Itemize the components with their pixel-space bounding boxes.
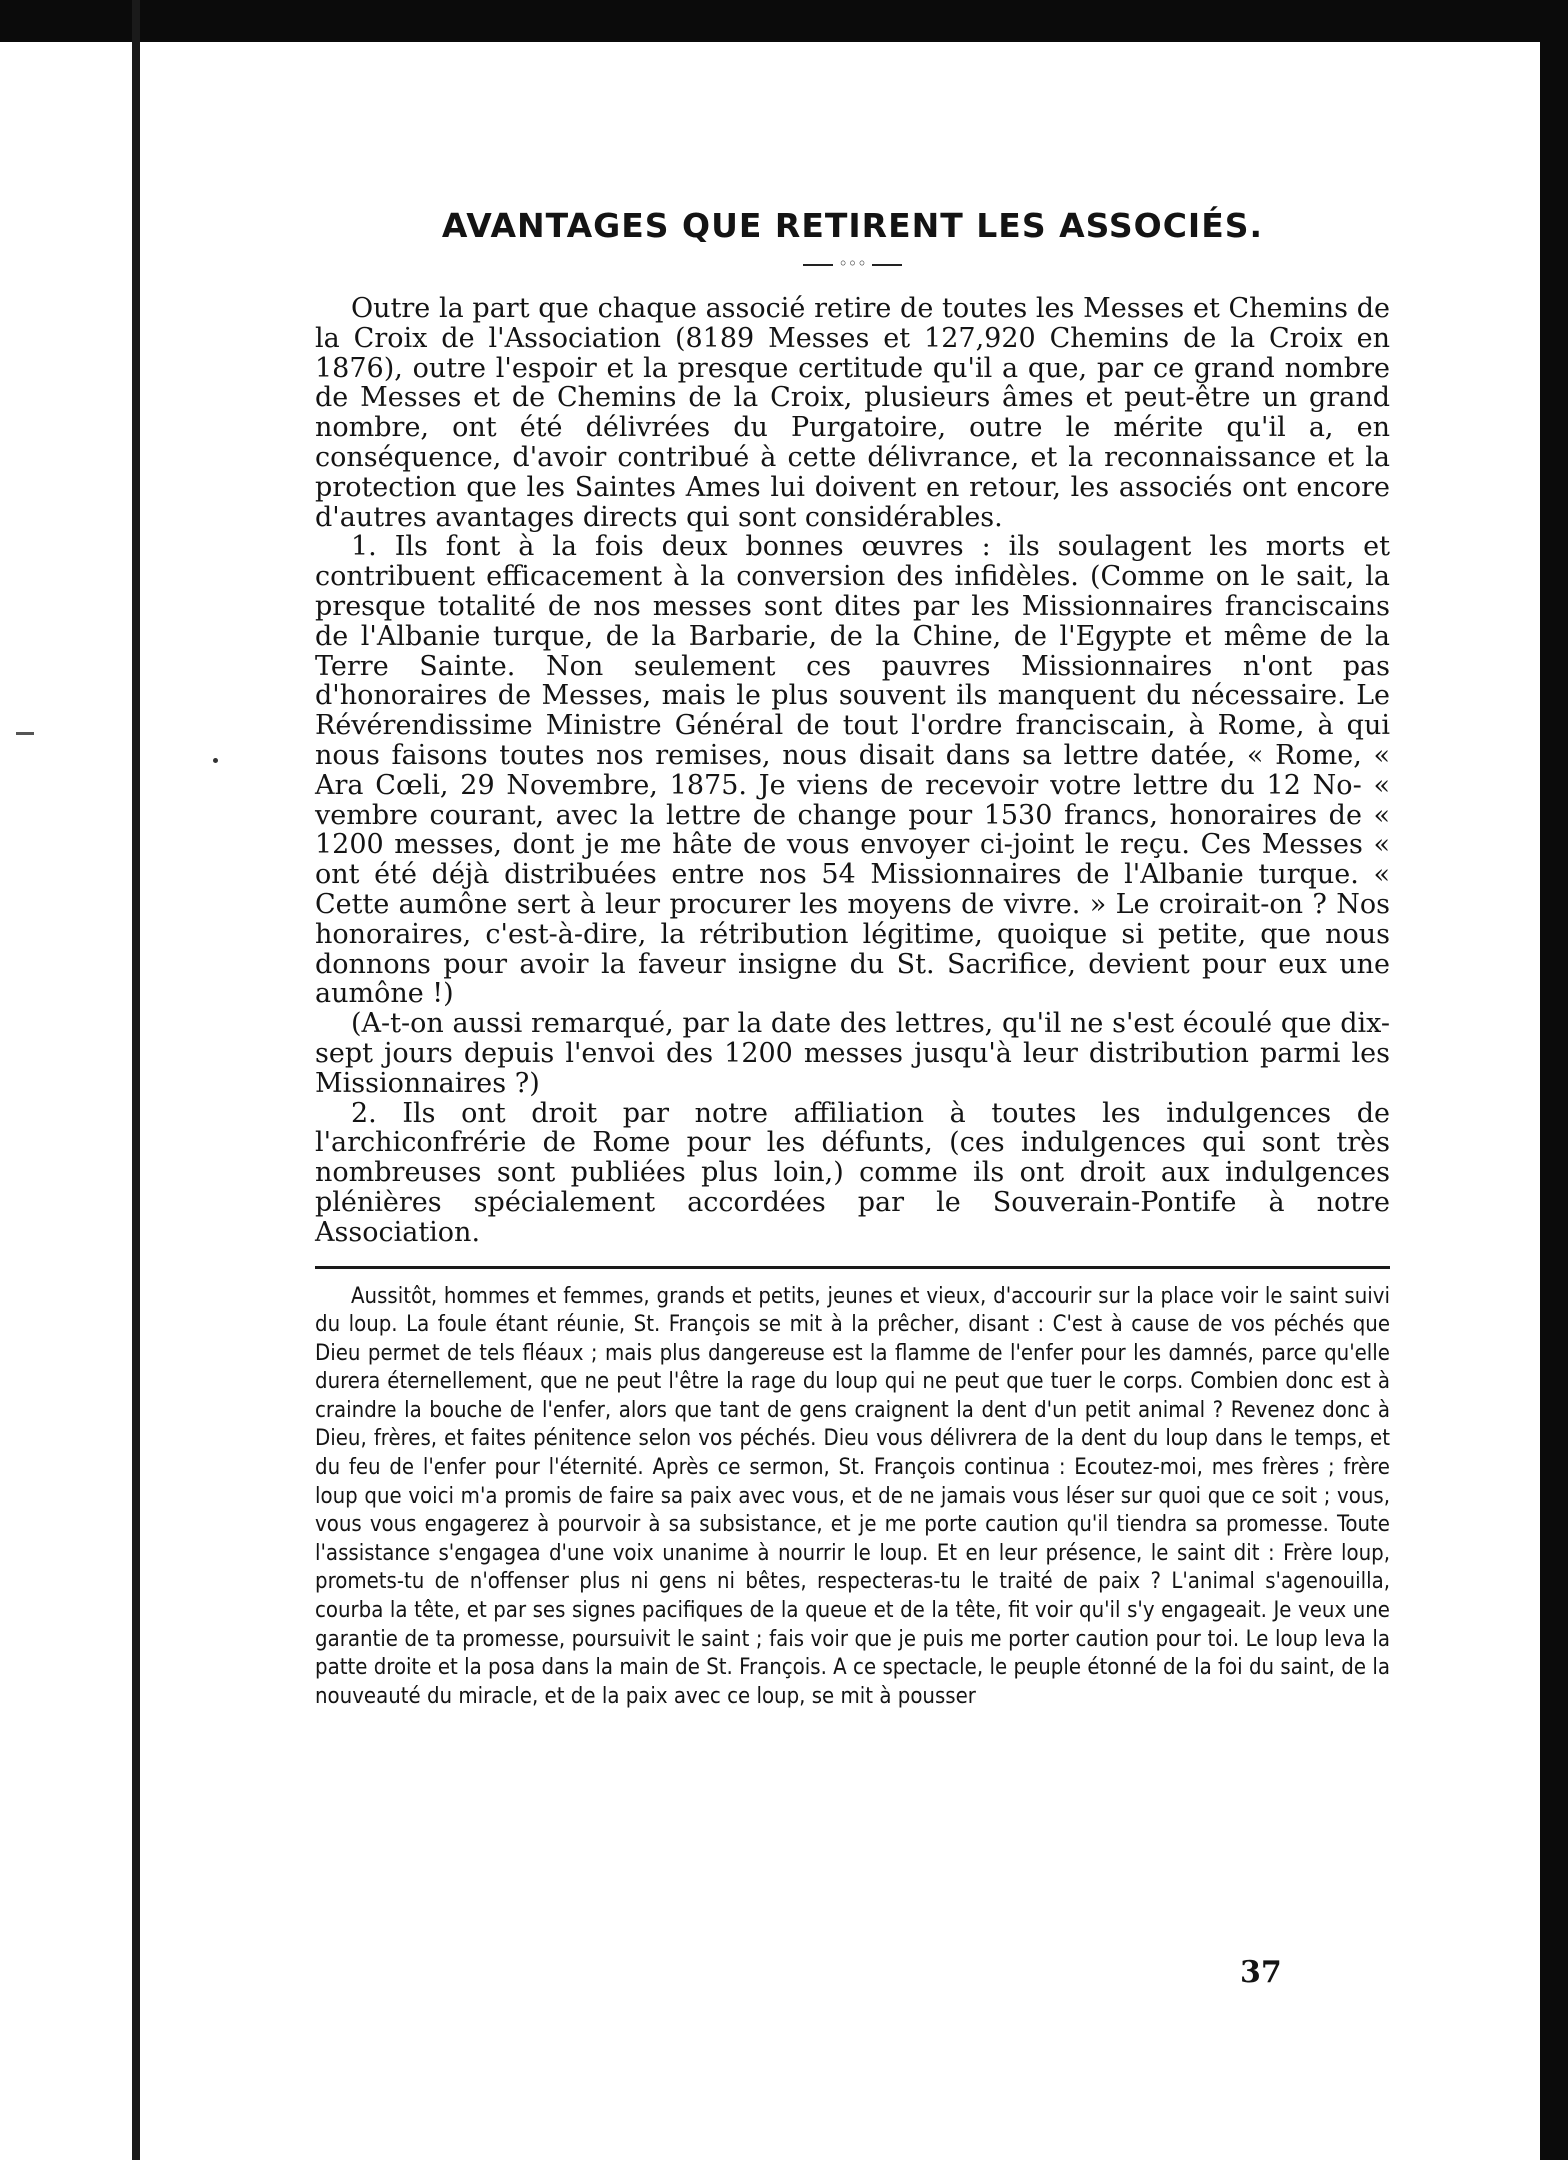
book-spine-edge	[132, 0, 140, 2160]
margin-mark	[16, 732, 34, 735]
ornament-glyph: ◦◦◦	[838, 254, 867, 273]
ornament-line-left	[803, 264, 833, 266]
book-page	[315, 190, 1390, 1711]
footnote-separator	[315, 1266, 1390, 1269]
ornament-line-right	[872, 264, 902, 266]
footnote-paragraph: Aussitôt, hommes et femmes, grands et petits, jeunes et vieux, d'accourir sur la place voir le saint suivi du loup. La foule étant réunie, St. François se mit à la prêcher, disant : C'est à cause de vos péchés que Dieu permet de tels fléaux ; mais plus dangereuse est la flamme de l'enfer pour les damnés, parce qu'elle durera éternellement, que ne peut l'être la rage du loup qui ne peut que tuer le corps. Combien donc est à craindre la bouche de l'enfer, alors que tant de gens craignent la dent d'un petit animal ? Revenez donc à Dieu, frères, et faites pénitence selon vos péchés. Dieu vous délivrera de la dent du loup dans le temps, et du feu de l'enfer pour l'éternité. Après ce sermon, St. François continua : Ecoutez-moi, mes frères ; frère loup que voici m'a promis de faire sa paix avec vous, et de ne jamais vous léser sur quoi que ce soit ; vous, vous vous engagerez à pourvoir à sa subsistance, et je me porte caution qu'il tiendra sa promesse. Toute l'assistance s'engagea d'une voix unanime à nourrir le loup. Et en leur présence, le saint dit : Frère loup, promets-tu de n'offenser plus ni gens ni bêtes, respecteras-tu le traité de paix ? L'animal s'agenouilla, courba la tête, et par ses signes pacifiques de la queue et de la tête, fit voir qu'il s'y engageait. Je veux une garantie de ta promesse, poursuivit le saint ; fais voir que je puis me porter caution pour toi. Le loup leva la patte droite et la posa dans la main de St. François. A ce spectacle, le peuple étonné de la foi du saint, de la nouveauté du miracle, et de la paix avec ce loup, se mit à pousser	[315, 1283, 1390, 1709]
margin-dot	[213, 758, 218, 763]
paragraph-advantage-1: 1. Ils font à la fois deux bonnes œuvres : ils soulagent les morts et contribuent efficacement à la conversion des infidèles. (Comme on le sait, la presque totalité de nos messes sont dites par les Missionnaires franciscains de l'Albanie turque, de la Barbarie, de la Chine, de l'Egypte et même de la Terre Sainte. Non seulement ces pauvres Missionnaires n'ont pas d'honoraires de Messes, mais le plus souvent ils manquent du nécessaire. Le Révérendissime Ministre Général de tout l'ordre franciscain, à Rome, à qui nous faisons toutes nos remises, nous disait dans sa lettre datée, « Rome, « Ara Cœli, 29 Novembre, 1875. Je viens de recevoir votre lettre du 12 No- « vembre courant, avec la lettre de change pour 1530 francs, honoraires de « 1200 messes, dont je me hâte de vous envoyer ci-joint le reçu. Ces Messes « ont été déjà distribuées entre nos 54 Missionnaires de l'Albanie turque. « Cette aumône sert à leur procurer les moyens de vivre. » Le croirait-on ? Nos honoraires, c'est-à-dire, la rétribution légitime, quoique si petite, que nous donnons pour avoir la faveur insigne du St. Sacrifice, devient pour eux une aumône !)	[315, 531, 1390, 1010]
page-heading: AVANTAGES QUE RETIRENT LES ASSOCIÉS.	[441, 206, 1264, 245]
scan-right-border	[1540, 0, 1568, 2160]
footnote-text	[315, 1283, 1390, 1712]
page-number: 37	[1240, 1955, 1282, 1990]
paragraph-remark: (A-t-on aussi remarqué, par la date des lettres, qu'il ne s'est écoulé que dix-sept jours depuis l'envoi des 1200 messes jusqu'à leur distribution parmi les Missionnaires ?)	[315, 1008, 1390, 1099]
scan-top-border	[0, 0, 1568, 42]
paragraph-advantage-2: 2. Ils ont droit par notre affiliation à toutes les indulgences de l'archiconfrérie de Rome pour les défunts, (ces indulgences qui sont très nombreuses sont publiées plus loin,) comme ils ont droit aux indulgences plénières spécialement accordées par le Souverain-Pontife à notre Association.	[315, 1097, 1390, 1248]
main-text	[315, 294, 1390, 1248]
heading-ornament	[315, 254, 1390, 274]
paragraph-intro: Outre la part que chaque associé retire de toutes les Messes et Chemins de la Croix de l'Association (8189 Messes et 127,920 Chemins de la Croix en 1876), outre l'espoir et la presque certitude qu'il a que, par ce grand nombre de Messes et de Chemins de la Croix, plusieurs âmes et peut-être un grand nombre, ont été délivrées du Purgatoire, outre le mérite qu'il a, en conséquence, d'avoir contribué à cette délivrance, et la reconnaissance et la protection que les Saintes Ames lui doivent en retour, les associés ont encore d'autres avantages directs qui sont considérables.	[315, 293, 1390, 533]
